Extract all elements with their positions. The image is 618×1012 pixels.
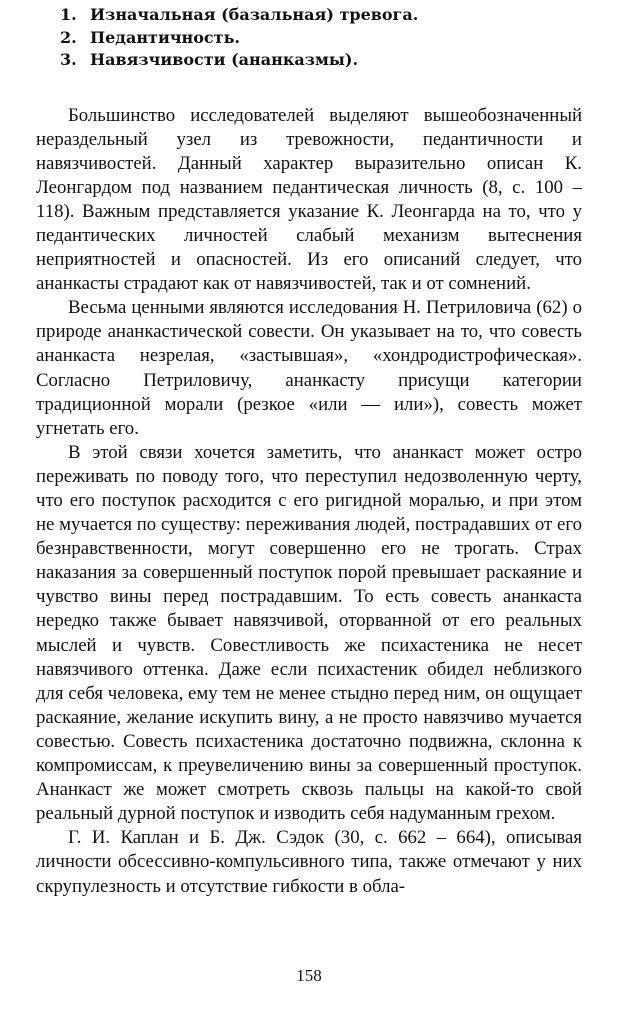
paragraph: Весьма ценными являются исследования Н. Петриловича (62) о природе ананкастической совести. Он указывает на то, что совесть ананкаста незрелая, «застывшая», «хондродистрофическая». Согласно Петриловичу, ананкасту присущи категории традиционной морали (резкое «или — или»), совесть может угнетать его. <box>36 297 582 439</box>
list-item <box>60 4 582 27</box>
numbered-list <box>60 4 582 72</box>
paragraph: Г. И. Каплан и Б. Дж. Сэдок (30, с. 662 – 664), описывая личности обсессивно-компульсивного типа, также отмечают у них скрупулезность и отсутствие гибкости в обла- <box>36 827 582 897</box>
page-number: 158 <box>296 966 322 985</box>
list-item-number: 1. <box>60 5 77 24</box>
list-item-number: 2. <box>60 27 77 47</box>
list-item <box>60 27 582 50</box>
list-item-number: 3. <box>60 50 77 69</box>
paragraph: В этой связи хочется заметить, что ананкаст может остро переживать по поводу того, что переступил недозволенную черту, что его поступок расходится с его ригидной моралью, и при этом не мучается по существу: переживания людей, пострадавших от его безнравственности, могут совершенно его не трогать. Страх наказания за совершенный поступок порой превышает раскаяние и чувство вины перед пострадавшим. То есть совесть ананкаста нередко также бывает навязчивой, оторванной от его реальных мыслей и чувств. Совестливость же психастеника не несет навязчивого оттенка. Даже если психастеник обидел неблизкого для себя человека, ему тем не менее стыдно перед ним, он ощущает раскаяние, желание искупить вину, а не просто навязчиво мучается совестью. Совесть психастеника достаточно подвижна, склонна к компромиссам, к преувеличению вины за совершенный проступок. Ананкаст же может смотреть сквозь пальцы на какой-то свой реальный дурной поступок и изводить себя надуманным грехом. <box>36 441 582 825</box>
list-item-text: Изначальная (базальная) тревога. <box>90 5 419 24</box>
body-text <box>36 104 582 899</box>
list-item <box>60 49 582 72</box>
list-item-text: Педантичность. <box>90 27 240 47</box>
paragraph: Большинство исследователей выделяют вышеобозначенный нераздельный узел из тревожности, педантичности и навязчивостей. Данный характер выразительно описан К. Леонгардом под названием педантическая личность (8, с. 100 – 118). Важным представляется указание К. Леонгарда на то, что у педантических личностей слабый механизм вытеснения неприятностей и опасностей. Из его описаний следует, что ананкасты страдают как от навязчивостей, так и от сомнений. <box>36 104 582 295</box>
list-item-text: Навязчивости (ананказмы). <box>90 50 359 69</box>
